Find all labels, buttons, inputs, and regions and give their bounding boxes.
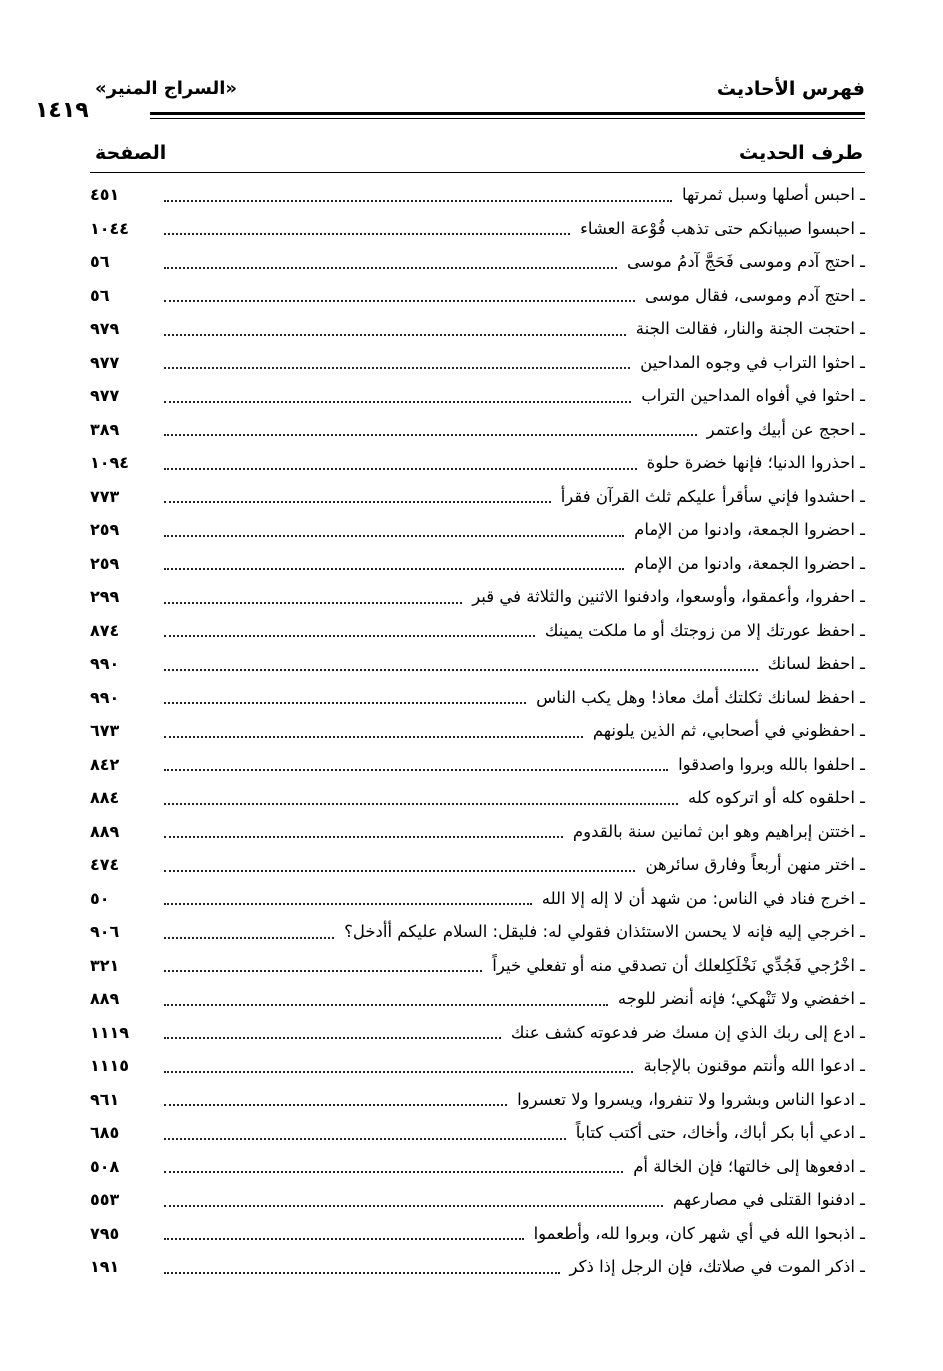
dot-leader [164, 736, 583, 738]
hadith-text: ـ احثوا في أفواه المداحين التراب [635, 386, 865, 405]
page-reference: ٥٠ [90, 888, 110, 908]
header-rule-thin [150, 118, 865, 119]
index-entry [90, 413, 865, 447]
dot-leader [164, 1238, 524, 1240]
dot-leader [164, 434, 697, 436]
index-entry [90, 614, 865, 648]
hadith-text: ـ احجج عن أبيك واعتمر [701, 420, 865, 439]
hadith-text: ـ اذبحوا الله في أي شهر كان، وبروا لله، وأطعموا [528, 1224, 865, 1243]
dot-leader [164, 1205, 663, 1207]
hadith-text: ـ اخرجي إليه فإنه لا يحسن الاستئذان فقولي له: فليقل: السلام عليكم أأدخل؟ [338, 922, 865, 941]
page-reference: ١٠٤٤ [90, 218, 130, 238]
dot-leader [164, 769, 668, 771]
page-reference: ٥٦ [90, 285, 110, 305]
page-reference: ٧٧٣ [90, 486, 120, 506]
dot-leader [164, 1138, 566, 1140]
dot-leader [164, 937, 334, 939]
index-entry [90, 245, 865, 279]
dot-leader [164, 635, 535, 637]
index-entry [90, 748, 865, 782]
hadith-text: ـ ادعوا الناس وبشروا ولا تنفروا، ويسروا ولا تعسروا [511, 1090, 865, 1109]
running-header [35, 78, 865, 104]
index-entry [90, 1016, 865, 1050]
dot-leader [164, 367, 630, 369]
hadith-text: ـ ادعي أبا بكر أباك، وأخاك، حتى أكتب كتاباً [570, 1123, 865, 1142]
page-reference: ١١١٥ [90, 1056, 130, 1076]
page-reference: ٩٩٠ [90, 687, 120, 707]
page-reference: ٢٩٩ [90, 587, 120, 607]
dot-leader [164, 836, 563, 838]
dot-leader [164, 568, 624, 570]
page-reference: ٢٥٩ [90, 553, 120, 573]
hadith-text: ـ اخْرُجي فَجُدِّي نَخْلَكِلعلك أن تصدقي منه أو تفعلي خيراً [486, 956, 865, 975]
dot-leader [164, 903, 532, 905]
hadith-text: ـ احشدوا فإني سأقرأ عليكم ثلث القرآن فقرأ [555, 487, 865, 506]
dot-leader [164, 334, 626, 336]
index-entry [90, 714, 865, 748]
page-reference: ٧٩٥ [90, 1223, 120, 1243]
index-entry [90, 949, 865, 983]
page-reference: ٨٨٩ [90, 821, 120, 841]
index-entry [90, 346, 865, 380]
hadith-text: ـ ادفعوها إلى خالتها؛ فإن الخالة أم [627, 1157, 865, 1176]
column-header-hadith: طرف الحديث [739, 142, 863, 164]
page-reference: ١٠٩٤ [90, 453, 130, 473]
hadith-text: ـ ادع إلى ربك الذي إن مسك ضر فدعوته كشف عنك [505, 1023, 865, 1042]
page-reference: ٢٥٩ [90, 520, 120, 540]
dot-leader [164, 267, 617, 269]
index-entry [90, 1150, 865, 1184]
hadith-text: ـ اختتن إبراهيم وهو ابن ثمانين سنة بالقدوم [567, 822, 865, 841]
index-title: فهرس الأحاديث [716, 78, 865, 100]
hadith-text: ـ احضروا الجمعة، وادنوا من الإمام [628, 554, 865, 573]
index-entry [90, 1183, 865, 1217]
page-reference: ٩٩٠ [90, 654, 120, 674]
dot-leader [164, 1071, 633, 1073]
index-entry [90, 1049, 865, 1083]
page-reference: ١٩١ [90, 1257, 120, 1277]
hadith-text: ـ احفظوني في أصحابي، ثم الذين يلونهم [587, 721, 865, 740]
page-reference: ٤٧٤ [90, 855, 120, 875]
page-reference: ٨٨٤ [90, 788, 120, 808]
index-entry [90, 982, 865, 1016]
index-entry [90, 647, 865, 681]
hadith-index-list [90, 178, 865, 1284]
page-reference: ٤٥١ [90, 185, 120, 205]
dot-leader [164, 602, 462, 604]
dot-leader [164, 535, 624, 537]
index-entry [90, 279, 865, 313]
page-reference: ٩٦١ [90, 1089, 120, 1109]
hadith-text: ـ احفظ عورتك إلا من زوجتك أو ما ملكت يمينك [539, 621, 865, 640]
hadith-text: ـ احتجت الجنة والنار، فقالت الجنة [630, 319, 865, 338]
dot-leader [164, 468, 637, 470]
hadith-text: ـ احفروا، وأعمقوا، وأوسعوا، وادفنوا الاثنين والثلاثة في قبر [466, 587, 865, 606]
page-reference: ٣٢١ [90, 955, 120, 975]
dot-leader [164, 1037, 501, 1039]
hadith-text: ـ احتج آدم وموسى فَحَجَّ آدمُ موسى [621, 252, 865, 271]
index-entry [90, 480, 865, 514]
index-entry [90, 212, 865, 246]
index-entry [90, 882, 865, 916]
hadith-text: ـ احفظ لسانك [762, 654, 865, 673]
page-reference: ٥٦ [90, 252, 110, 272]
index-entry [90, 915, 865, 949]
index-entry [90, 1083, 865, 1117]
index-entry [90, 848, 865, 882]
page-reference: ٩٧٧ [90, 386, 120, 406]
header-rule-thick [150, 112, 865, 115]
dot-leader [164, 970, 482, 972]
index-entry [90, 580, 865, 614]
page-reference: ٥٥٣ [90, 1190, 120, 1210]
page-reference: ٣٨٩ [90, 419, 120, 439]
hadith-text: ـ احفظ لسانك ثكلتك أمك معاذ! وهل يكب الناس [530, 688, 865, 707]
index-entry [90, 1250, 865, 1284]
hadith-text: ـ احبسوا صبيانكم حتى تذهب فُوْعة العشاء [574, 219, 865, 238]
hadith-text: ـ اذكر الموت في صلاتك، فإن الرجل إذا ذكر [564, 1257, 865, 1276]
hadith-text: ـ اخرج فناد في الناس: من شهد أن لا إله إلا الله [536, 889, 865, 908]
index-entry [90, 815, 865, 849]
dot-leader [164, 1272, 560, 1274]
dot-leader [164, 300, 635, 302]
dot-leader [164, 803, 678, 805]
dot-leader [164, 1104, 507, 1106]
dot-leader [164, 1004, 608, 1006]
hadith-text: ـ احلفوا بالله وبروا واصدقوا [672, 755, 865, 774]
dot-leader [164, 702, 526, 704]
page-reference: ٨٨٩ [90, 989, 120, 1009]
index-entry [90, 312, 865, 346]
dot-leader [164, 401, 631, 403]
dot-leader [164, 870, 635, 872]
hadith-text: ـ احلقوه كله أو اتركوه كله [682, 788, 865, 807]
column-header-page: الصفحة [95, 142, 167, 164]
page-reference: ١١١٩ [90, 1022, 130, 1042]
index-entry [90, 681, 865, 715]
hadith-text: ـ اخفضي ولا تَنْهكي؛ فإنه أنضر للوجه [612, 989, 865, 1008]
hadith-text: ـ احضروا الجمعة، وادنوا من الإمام [628, 520, 865, 539]
page-reference: ٥٠٨ [90, 1156, 120, 1176]
index-entry [90, 781, 865, 815]
page-number: ١٤١٩ [35, 98, 89, 123]
hadith-text: ـ احبس أصلها وسبل ثمرتها [676, 185, 865, 204]
hadith-text: ـ احثوا التراب في وجوه المداحين [634, 353, 865, 372]
hadith-text: ـ ادعوا الله وأنتم موقنون بالإجابة [637, 1056, 865, 1075]
page-reference: ٩٠٦ [90, 922, 120, 942]
hadith-text: ـ احذروا الدنيا؛ فإنها خضرة حلوة [641, 453, 865, 472]
page-reference: ٨٤٢ [90, 754, 120, 774]
index-entry [90, 513, 865, 547]
index-entry [90, 1217, 865, 1251]
index-entry [90, 446, 865, 480]
page-reference: ٨٧٤ [90, 620, 120, 640]
hadith-text: ـ احتج آدم وموسى، فقال موسى [639, 286, 865, 305]
dot-leader [164, 501, 551, 503]
dot-leader [164, 669, 758, 671]
hadith-text: ـ اختر منهن أربعاً وفارق سائرهن [639, 855, 865, 874]
book-title: «السراج المنير» [95, 78, 237, 99]
index-entry [90, 379, 865, 413]
page-reference: ٩٧٧ [90, 352, 120, 372]
hadith-text: ـ ادفنوا القتلى في مصارعهم [667, 1190, 865, 1209]
index-entry [90, 547, 865, 581]
index-entry [90, 1116, 865, 1150]
dot-leader [164, 1171, 623, 1173]
page-reference: ٩٧٩ [90, 319, 120, 339]
page-reference: ٦٧٣ [90, 721, 120, 741]
index-entry [90, 178, 865, 212]
page-reference: ٦٨٥ [90, 1123, 120, 1143]
column-header-rule [90, 172, 865, 173]
dot-leader [164, 200, 672, 202]
dot-leader [164, 233, 570, 235]
